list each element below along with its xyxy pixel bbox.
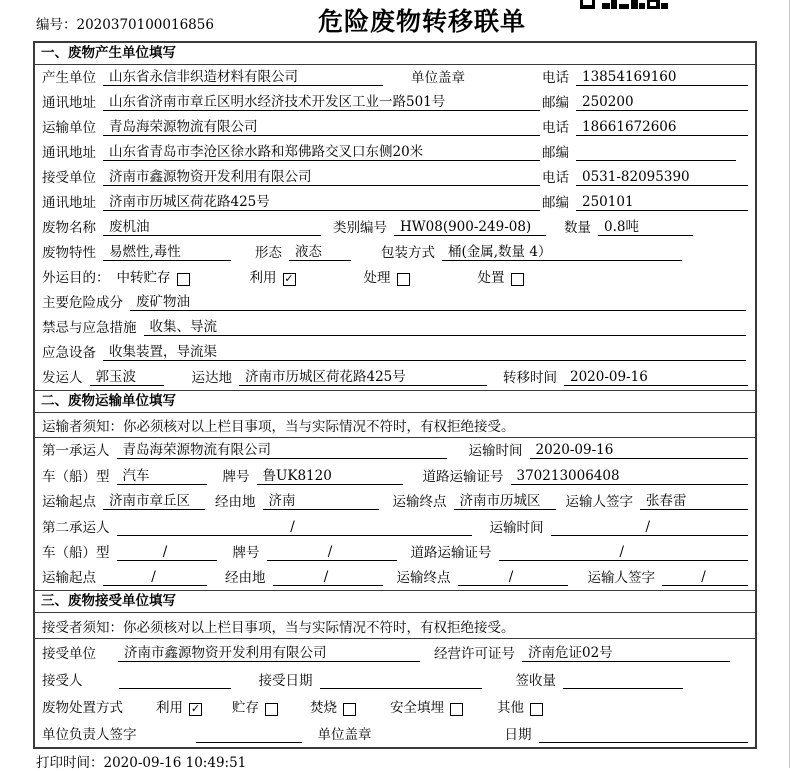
checkbox-label: 处置 bbox=[477, 270, 505, 286]
stamp-label: 单位盖章 bbox=[317, 726, 372, 743]
field-label: 经由地 bbox=[215, 494, 256, 511]
form-row-producer bbox=[35, 65, 755, 90]
field-label: 废物特性 bbox=[42, 245, 96, 261]
field-label: 牌号 bbox=[232, 544, 260, 561]
field-label: 日期 bbox=[504, 726, 532, 743]
form-row-disposal-method bbox=[35, 693, 755, 720]
form-row-receiver-address bbox=[35, 190, 755, 215]
option-treat bbox=[364, 266, 410, 286]
field-label: 废物名称 bbox=[42, 220, 96, 236]
field-value: 济南市鑫源物资开发利用有限公司 bbox=[103, 165, 540, 186]
checkbox-label: 利用 bbox=[156, 700, 183, 717]
field-value: 山东省永信非织造材料有限公司 bbox=[103, 65, 383, 86]
checkbox-label: 其他 bbox=[497, 700, 524, 717]
section-2-header: 二、废物运输单位填写 bbox=[35, 390, 755, 413]
checkbox-label: 利用 bbox=[249, 270, 277, 286]
field-label: 邮编 bbox=[542, 195, 569, 211]
field-value: 250200 bbox=[576, 94, 748, 111]
signature-value bbox=[196, 728, 302, 743]
field-value: / bbox=[499, 544, 749, 561]
section-1-header: 一、废物产生单位填写 bbox=[35, 43, 755, 65]
field-label: 外运目的： bbox=[42, 270, 110, 286]
field-value: 济南市历城区荷花路425号 bbox=[239, 365, 487, 386]
option-dispose bbox=[478, 266, 524, 286]
form-row-route-2 bbox=[35, 565, 755, 590]
form-row-transfer-purpose bbox=[35, 265, 755, 290]
field-value bbox=[539, 728, 749, 743]
field-label: 数量 bbox=[564, 220, 591, 236]
form-row-waste-name bbox=[35, 215, 755, 240]
field-value: 18661672606 bbox=[576, 119, 748, 136]
option-utilize bbox=[250, 266, 296, 286]
field-label: 运输时间 bbox=[489, 519, 544, 536]
checkbox-label: 焚烧 bbox=[310, 700, 337, 717]
field-value: 废矿物油 bbox=[130, 290, 746, 311]
field-value: 收集、导流 bbox=[144, 315, 747, 336]
option-utilize bbox=[156, 696, 202, 716]
field-label: 接受日期 bbox=[258, 673, 313, 690]
field-label: 运达地 bbox=[191, 370, 232, 386]
field-value bbox=[563, 674, 683, 689]
checkbox-unchecked bbox=[450, 703, 463, 716]
form-row-vehicle-1 bbox=[35, 463, 755, 488]
checkbox-checked: ✓ bbox=[190, 702, 201, 716]
field-label: 运输终点 bbox=[396, 570, 451, 587]
field-label: 主要危险成分 bbox=[42, 295, 123, 311]
field-label: 接受单位 bbox=[42, 170, 96, 186]
form-row-emergency-measures bbox=[35, 315, 755, 340]
field-value: 收集装置，导流渠 bbox=[103, 340, 746, 361]
field-label: 邮编 bbox=[542, 145, 569, 161]
qr-code-fragment bbox=[580, 0, 668, 10]
field-value: / bbox=[551, 519, 749, 536]
field-label: 包装方式 bbox=[381, 245, 435, 261]
field-label: 第一承运人 bbox=[42, 443, 110, 460]
field-label: 电话 bbox=[542, 170, 569, 186]
form-row-vehicle-2 bbox=[35, 540, 755, 565]
stamp-label: 单位盖章 bbox=[411, 70, 465, 86]
field-label: 邮编 bbox=[542, 95, 569, 111]
field-label: 经由地 bbox=[225, 570, 266, 587]
field-value: 液态 bbox=[289, 240, 351, 261]
checkbox-unchecked bbox=[343, 703, 356, 716]
field-value: 13854169160 bbox=[576, 69, 748, 86]
checkbox-unchecked bbox=[177, 273, 190, 286]
field-value: 250101 bbox=[576, 194, 748, 211]
form-row-receiver bbox=[35, 165, 755, 190]
form-row-second-carrier bbox=[35, 514, 755, 539]
field-value bbox=[119, 674, 231, 689]
form-row-consignor bbox=[35, 365, 755, 390]
field-label: 运输人签字 bbox=[565, 494, 633, 511]
field-label: 发运人 bbox=[42, 370, 83, 386]
field-value: 废机油 bbox=[103, 215, 321, 236]
field-label: 运输起点 bbox=[42, 570, 96, 587]
field-value: 2020-09-16 bbox=[530, 442, 749, 459]
checkbox-unchecked bbox=[265, 703, 278, 716]
field-value: / bbox=[117, 519, 472, 536]
manifest-form bbox=[33, 41, 757, 749]
field-label: 接受人 bbox=[42, 673, 83, 690]
print-time bbox=[36, 751, 246, 771]
doc-number-label: 编号： bbox=[36, 17, 77, 33]
field-label: 产生单位 bbox=[42, 70, 96, 86]
field-value: 易燃性,毒性 bbox=[103, 240, 231, 261]
doc-number bbox=[36, 13, 214, 33]
field-label: 签收量 bbox=[515, 673, 556, 690]
field-value: 桶(金属,数量 4） bbox=[442, 240, 682, 261]
field-label: 电话 bbox=[542, 120, 569, 136]
print-time-value: 2020-09-16 10:49:51 bbox=[103, 755, 247, 771]
field-value: 山东省济南市章丘区明水经济技术开发区工业一路501号 bbox=[103, 90, 540, 111]
transporter-notice bbox=[35, 413, 755, 438]
field-value: 济南市历城区 bbox=[454, 489, 556, 510]
field-label: 应急设备 bbox=[42, 345, 96, 361]
checkbox-label: 中转贮存 bbox=[116, 270, 171, 286]
field-value: 济南市章丘区 bbox=[103, 489, 205, 510]
checkbox-label: 处理 bbox=[363, 270, 391, 286]
form-row-producer-address bbox=[35, 90, 755, 115]
checkbox-checked: ✓ bbox=[284, 272, 294, 285]
field-label: 单位负责人签字 bbox=[42, 726, 137, 743]
field-label: 电话 bbox=[542, 70, 569, 86]
field-label: 通讯地址 bbox=[42, 195, 96, 211]
field-label: 车（船）型 bbox=[42, 544, 110, 561]
form-row-receiving-person bbox=[35, 666, 755, 693]
form-row-first-carrier bbox=[35, 438, 755, 463]
signature-value: / bbox=[662, 569, 748, 586]
field-value: 济南 bbox=[263, 489, 379, 510]
option-landfill bbox=[390, 696, 463, 716]
checkbox-unchecked bbox=[530, 703, 543, 716]
field-label: 车（船）型 bbox=[42, 468, 110, 485]
page-title: 危险废物转移联单 bbox=[318, 7, 527, 36]
field-value: 2020-09-16 bbox=[564, 369, 748, 386]
notice-text: 接受者须知：你必须核对以上栏目事项，当与实际情况不符时，有权拒绝接受。 bbox=[42, 619, 515, 636]
form-row-transporter bbox=[35, 115, 755, 140]
form-row-route-1 bbox=[35, 489, 755, 514]
field-value: / bbox=[267, 544, 397, 561]
field-label: 转移时间 bbox=[503, 370, 557, 386]
field-value: 济南危证02号 bbox=[522, 641, 730, 662]
form-row-hazard-component bbox=[35, 290, 755, 315]
field-value: 汽车 bbox=[117, 464, 207, 485]
field-value: 青岛海荣源物流有限公司 bbox=[103, 115, 540, 136]
option-other bbox=[497, 696, 543, 716]
receiver-notice bbox=[35, 613, 755, 639]
field-label: 形态 bbox=[255, 245, 282, 261]
option-storage bbox=[232, 696, 278, 716]
form-row-receiving-unit bbox=[35, 639, 755, 666]
checkbox-label: 安全填埋 bbox=[390, 700, 444, 717]
checkbox-label: 贮存 bbox=[232, 700, 259, 717]
field-value: 济南市历城区荷花路425号 bbox=[103, 190, 540, 211]
checkbox-unchecked bbox=[397, 273, 410, 286]
form-row-responsible-signature bbox=[35, 720, 755, 747]
field-label: 运输人签字 bbox=[587, 570, 655, 587]
form-row-transporter-address bbox=[35, 140, 755, 165]
field-value bbox=[576, 146, 736, 161]
field-label: 第二承运人 bbox=[42, 519, 110, 536]
field-value bbox=[320, 674, 482, 689]
field-value: HW08(900-249-08) bbox=[394, 219, 546, 236]
field-value: / bbox=[273, 569, 383, 586]
field-value: 山东省青岛市李沧区徐水路和郑佛路交叉口东侧20米 bbox=[103, 140, 540, 161]
form-row-waste-property bbox=[35, 240, 755, 265]
checkbox-unchecked bbox=[511, 273, 524, 286]
field-label: 禁忌与应急措施 bbox=[42, 320, 137, 336]
field-label: 运输起点 bbox=[42, 494, 96, 511]
signature-value: 张春雷 bbox=[640, 489, 748, 510]
field-label: 类别编号 bbox=[333, 220, 387, 236]
field-value: 370213006408 bbox=[511, 468, 749, 485]
field-value: 青岛海荣源物流有限公司 bbox=[117, 438, 447, 459]
option-transfer-storage bbox=[117, 266, 190, 286]
field-label: 通讯地址 bbox=[42, 95, 96, 111]
field-label: 通讯地址 bbox=[42, 145, 96, 161]
field-value: 郭玉波 bbox=[90, 365, 164, 386]
print-time-label: 打印时间： bbox=[36, 755, 104, 771]
field-value: / bbox=[458, 569, 568, 586]
field-value: 济南市鑫源物资开发利用有限公司 bbox=[118, 641, 420, 662]
field-label: 道路运输证号 bbox=[422, 468, 504, 485]
field-label: 运输终点 bbox=[392, 494, 447, 511]
field-value: / bbox=[103, 569, 207, 586]
notice-text: 运输者须知：你必须核对以上栏目事项，当与实际情况不符时，有权拒绝接受。 bbox=[42, 419, 515, 435]
field-value: / bbox=[117, 544, 217, 561]
doc-number-value: 2020370100016856 bbox=[76, 17, 214, 33]
page-edge-line bbox=[789, 0, 790, 768]
field-label: 接受单位 bbox=[42, 646, 96, 663]
option-incinerate bbox=[310, 696, 356, 716]
field-label: 运输单位 bbox=[42, 120, 96, 136]
form-row-emergency-equipment bbox=[35, 340, 755, 365]
field-label: 牌号 bbox=[222, 468, 250, 485]
field-label: 经营许可证号 bbox=[434, 646, 515, 663]
field-label: 道路运输证号 bbox=[410, 544, 492, 561]
section-3-header: 三、废物接受单位填写 bbox=[35, 590, 755, 613]
field-value: 0531-82095390 bbox=[576, 169, 748, 186]
field-value: 鲁UK8120 bbox=[257, 464, 403, 485]
field-label: 废物处置方式 bbox=[42, 700, 123, 717]
field-value: 0.8吨 bbox=[598, 215, 693, 236]
field-label: 运输时间 bbox=[468, 443, 523, 460]
